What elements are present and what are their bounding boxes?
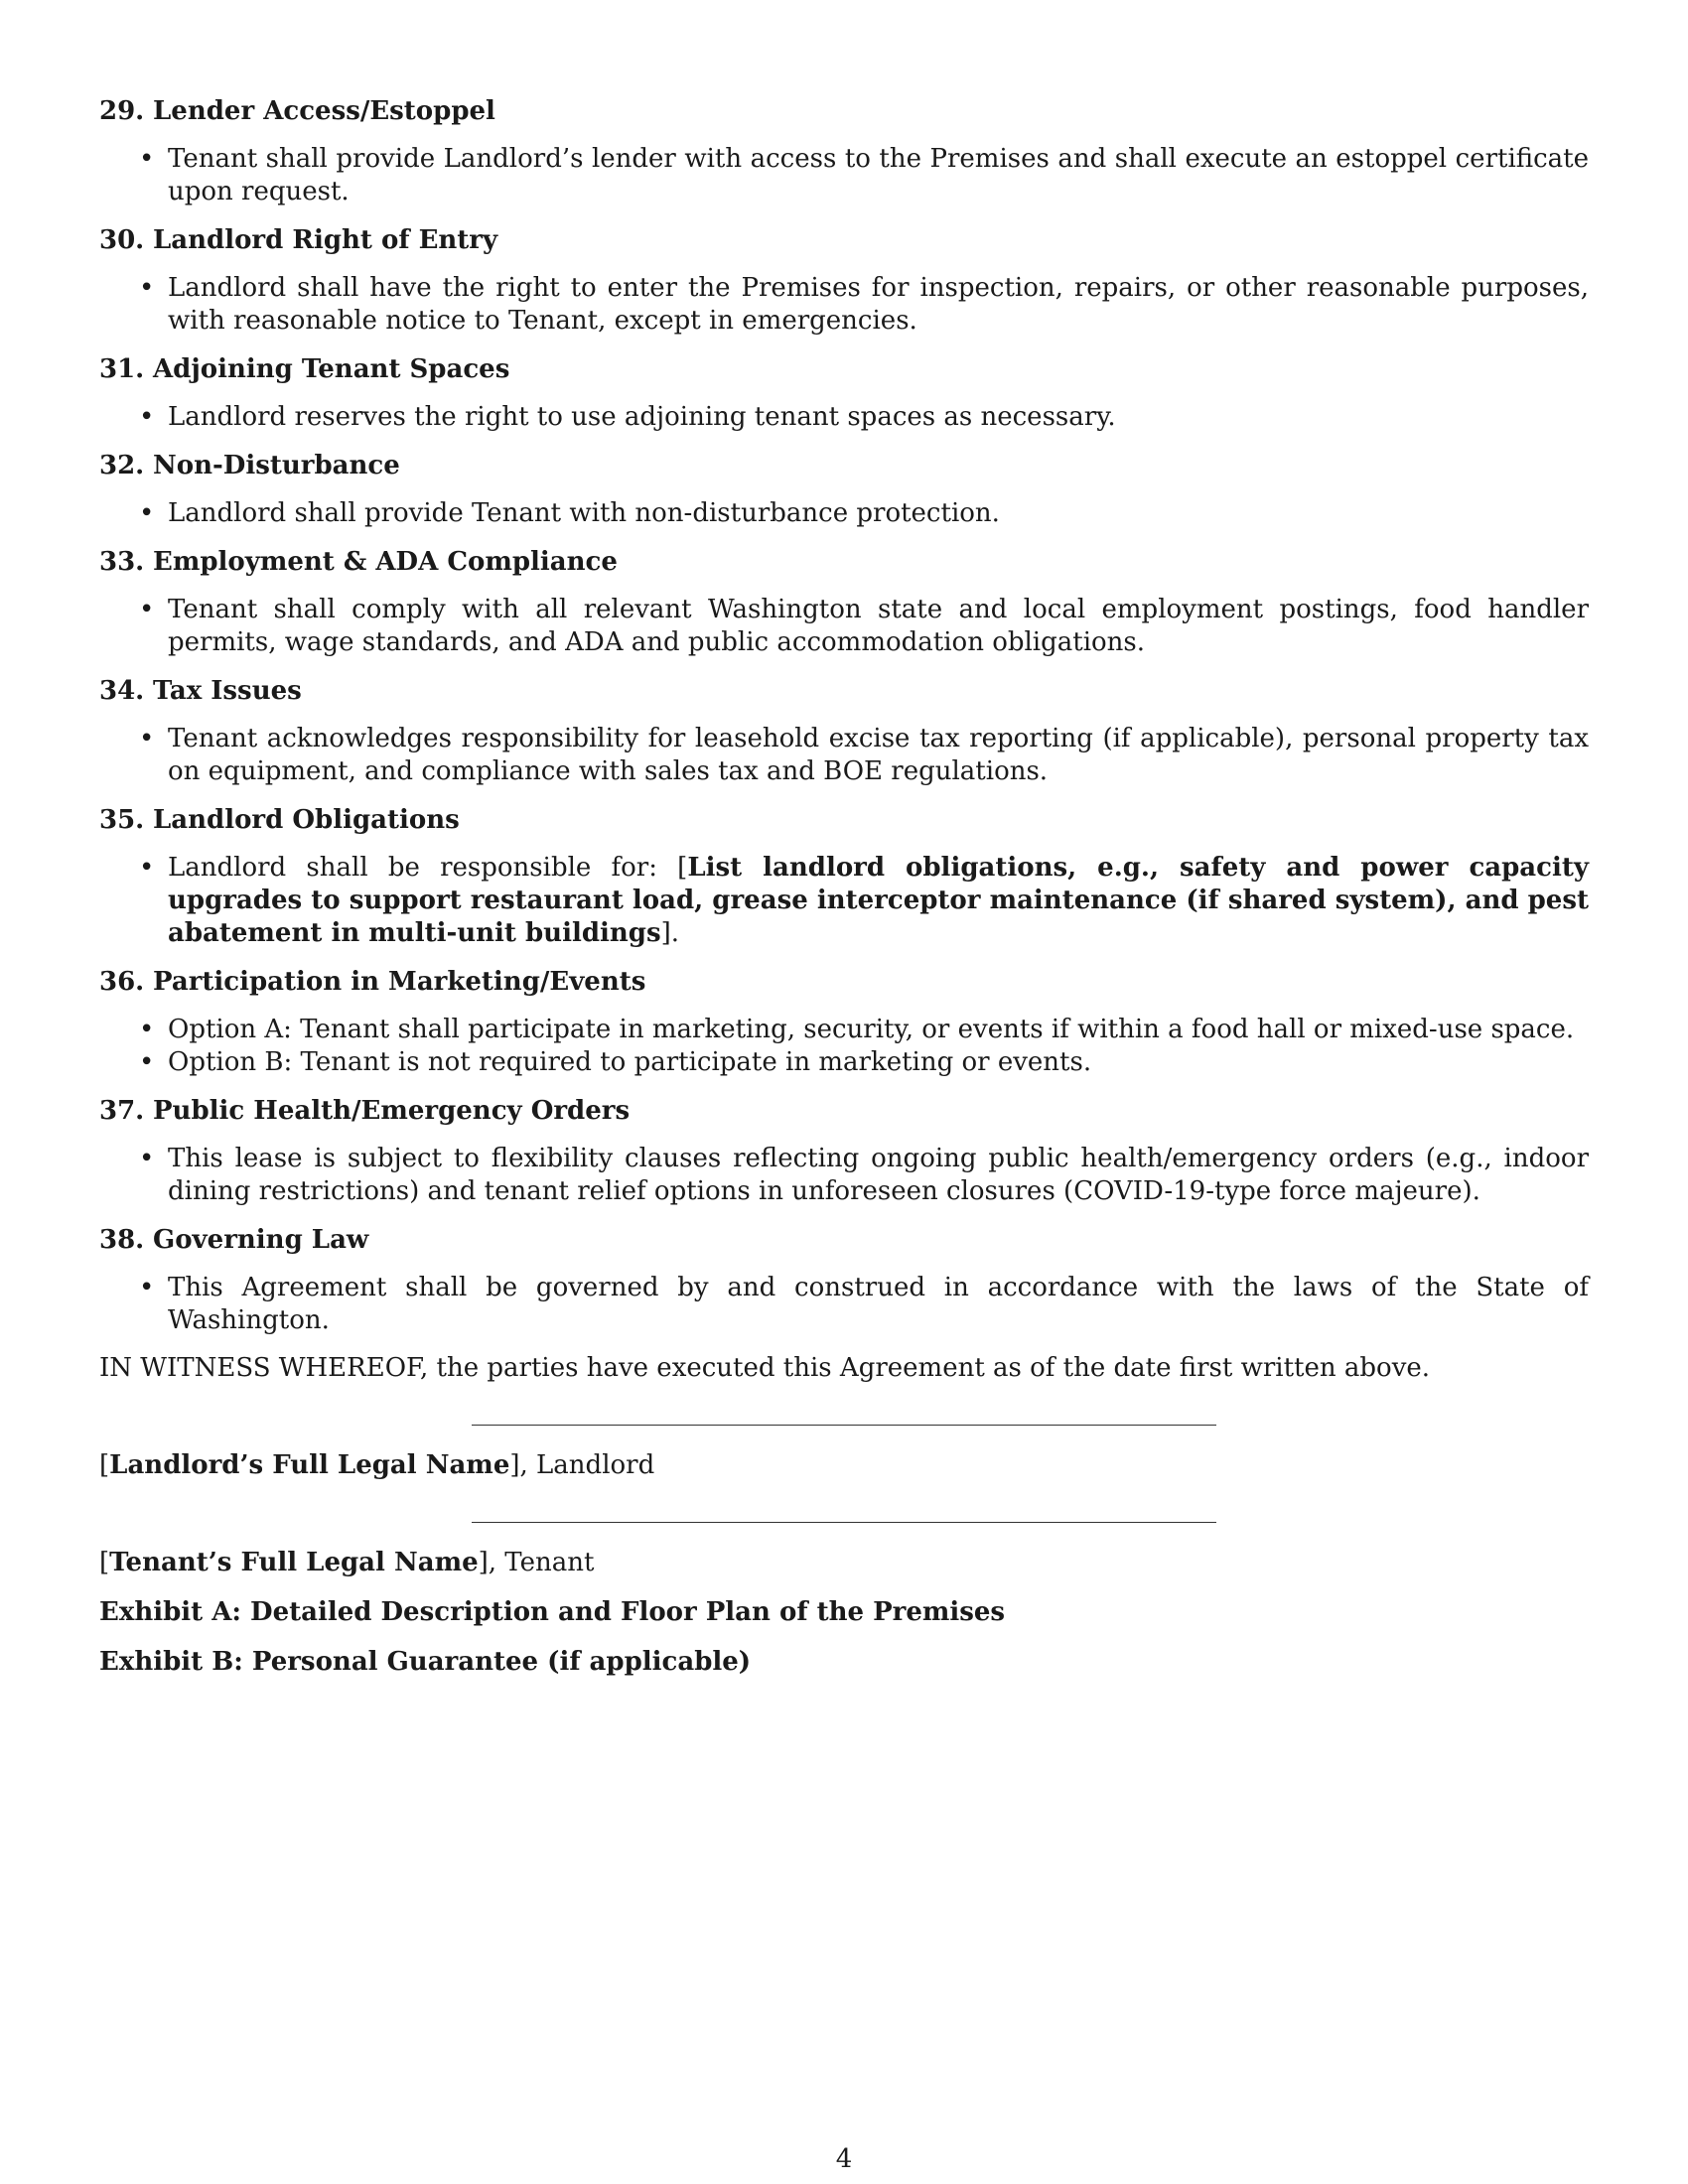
bullet-list: [99, 1014, 1589, 1079]
section-heading: 30. Landlord Right of Entry: [99, 225, 498, 255]
bullet-item: • This lease is subject to flexibility clauses reflecting ongoing public health/emergency orders (e.g., indoor dining restrictions) and tenant relief options in unforeseen closures (COVID-19-type force majeure).: [99, 1143, 1589, 1208]
page-number: 4: [835, 2144, 853, 2174]
bullet-list: [99, 497, 1589, 530]
bullet-item: • Landlord reserves the right to use adjoining tenant spaces as necessary.: [99, 401, 1589, 434]
section-heading: 36. Participation in Marketing/Events: [99, 967, 646, 997]
tenant-signature-line: [472, 1522, 1216, 1523]
bullet-list: [99, 852, 1589, 950]
bullet-list: [99, 401, 1589, 434]
bullet-list: [99, 272, 1589, 338]
section-30: [99, 223, 1589, 338]
section-31: [99, 352, 1589, 434]
section-36: [99, 965, 1589, 1079]
bullet-item: • Tenant acknowledges responsibility for leasehold excise tax reporting (if applicable), personal property tax on equipment, and compliance with sales tax and BOE regulations.: [99, 723, 1589, 788]
bullet-item: • Landlord shall have the right to enter the Premises for inspection, repairs, or other reasonable purposes, with reasonable notice to Tenant, except in emergencies.: [99, 272, 1589, 338]
section-34: [99, 674, 1589, 788]
section-heading: 31. Adjoining Tenant Spaces: [99, 354, 510, 384]
section-38: [99, 1223, 1589, 1337]
section-heading: 32. Non-Disturbance: [99, 451, 400, 480]
section-heading: 38. Governing Law: [99, 1225, 369, 1255]
bullet-list: [99, 143, 1589, 208]
bullet-list: [99, 1143, 1589, 1208]
bullet-list: [99, 1272, 1589, 1337]
section-heading: 34. Tax Issues: [99, 676, 302, 706]
witness-statement: IN WITNESS WHEREOF, the parties have executed this Agreement as of the date first written above.: [99, 1353, 1431, 1383]
section-heading: 33. Employment & ADA Compliance: [99, 547, 618, 577]
bullet-item: • Tenant shall comply with all relevant Washington state and local employment postings, food handler permits, wage standards, and ADA and public accommodation obligations.: [99, 594, 1589, 659]
bullet-item: • Option A: Tenant shall participate in marketing, security, or events if within a food hall or mixed-use space.: [99, 1014, 1589, 1046]
landlord-signature-name: [Landlord’s Full Legal Name], Landlord: [99, 1450, 655, 1480]
section-32: [99, 449, 1589, 530]
bullet-list: [99, 723, 1589, 788]
section-35: [99, 803, 1589, 950]
landlord-signature-line: [472, 1425, 1216, 1426]
document-page: [99, 94, 1589, 1679]
section-33: [99, 545, 1589, 659]
bullet-item: • Tenant shall provide Landlord’s lender with access to the Premises and shall execute an estoppel certificate upon request.: [99, 143, 1589, 208]
section-heading: 35. Landlord Obligations: [99, 805, 460, 835]
bullet-item: • This Agreement shall be governed by and construed in accordance with the laws of the State of Washington.: [99, 1272, 1589, 1337]
section-29: [99, 94, 1589, 208]
bullet-item: • Option B: Tenant is not required to participate in marketing or events.: [99, 1046, 1589, 1079]
bullet-item: • Landlord shall provide Tenant with non-disturbance protection.: [99, 497, 1589, 530]
bullet-item: • Landlord shall be responsible for: [List landlord obligations, e.g., safety and power capacity upgrades to support restaurant load, grease interceptor maintenance (if shared system), and pest abatement in multi-unit buildings].: [99, 852, 1589, 950]
placeholder-text: List landlord obligations, e.g., safety and power capacity upgrades to support restaurant load, grease interceptor maintenance (if shared system), and pest abatement in multi-unit buildings: [168, 853, 1589, 948]
bullet-list: [99, 594, 1589, 659]
section-heading: 37. Public Health/Emergency Orders: [99, 1096, 631, 1126]
tenant-signature-name: [Tenant’s Full Legal Name], Tenant: [99, 1548, 595, 1577]
section-heading: 29. Lender Access/Estoppel: [99, 96, 495, 126]
section-37: [99, 1094, 1589, 1208]
exhibit-a: Exhibit A: Detailed Description and Floor Plan of the Premises: [99, 1597, 1006, 1627]
exhibit-b: Exhibit B: Personal Guarantee (if applicable): [99, 1647, 752, 1677]
